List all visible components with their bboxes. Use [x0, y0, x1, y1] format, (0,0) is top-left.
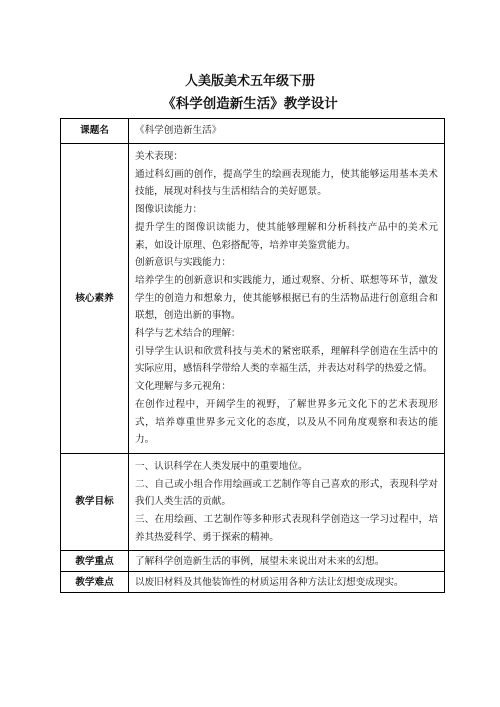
teaching-goals-label: 教学目标	[61, 453, 129, 551]
document-title: 《科学创造新生活》教学设计	[162, 96, 338, 112]
section-heading: 图像识读能力：	[135, 204, 203, 216]
table-row-course-name	[61, 119, 445, 144]
teaching-goals-content	[129, 453, 445, 551]
section-text: 提升学生的图像识读能力，使其能够理解和分析科技产品中的美术元素，如设计原理、色彩搭配等，培养审美鉴赏能力。	[135, 221, 438, 251]
section-text: 引导学生认识和欣赏科技与美术的紧密联系，理解科学创造在生活中的实际应用，感悟科学带给人类的幸福生活，并表达对科学的热爱之情。	[135, 345, 438, 375]
section-text: 在创作过程中，开阔学生的视野，了解世界多元文化下的艺术表现形式，培养尊重世界多元文化的态度，以及从不同角度观察和表达的能力。	[135, 398, 438, 446]
goal-item: 二、自己或小组合作用绘画或工艺制作等自己喜欢的形式，表现科学对我们人类生活的贡献。	[135, 478, 438, 508]
table-row-core-literacy	[61, 144, 445, 454]
document-subtitle: 人美版美术五年级下册	[184, 74, 315, 89]
table-row-key-points	[61, 551, 445, 572]
goal-item: 一、认识科学在人类发展中的重要地位。	[135, 460, 308, 472]
lesson-plan-table	[60, 118, 445, 593]
core-literacy-label: 核心素养	[61, 144, 129, 454]
course-name-value: 《科学创造新生活》	[129, 119, 445, 144]
core-literacy-content	[129, 144, 445, 454]
section-heading: 科学与艺术结合的理解：	[135, 328, 241, 340]
section-heading: 美术表现：	[135, 151, 183, 162]
section-text: 通过科幻画的创作，提高学生的绘画表现能力，使其能够运用基本美术技能，展现对科技与生活相结合的美好愿景。	[135, 168, 438, 198]
key-points-label: 教学重点	[61, 551, 129, 572]
table-row-difficulties	[61, 572, 445, 593]
goal-item: 三、在用绘画、工艺制作等多种形式表现科学创造这一学习过程中，培养其热爱科学、勇于探索的精神。	[135, 514, 438, 543]
difficulties-value: 以废旧材料及其他装饰性的材质运用各种方法让幻想变成现实。	[129, 572, 445, 593]
section-heading: 创新意识与实践能力：	[135, 257, 231, 269]
section-text: 培养学生的创新意识和实践能力，通过观察、分析、联想等环节，激发学生的创造力和想象力，使其能够根据已有的生活物品进行创意组合和联想，创造出新的事物。	[135, 274, 438, 322]
table-row-teaching-goals	[61, 453, 445, 551]
section-heading: 文化理解与多元视角：	[135, 381, 231, 393]
course-name-label: 课题名	[61, 119, 129, 144]
key-points-value: 了解科学创造新生活的事例，展望未来说出对未来的幻想。	[129, 551, 445, 572]
difficulties-label: 教学难点	[61, 572, 129, 593]
